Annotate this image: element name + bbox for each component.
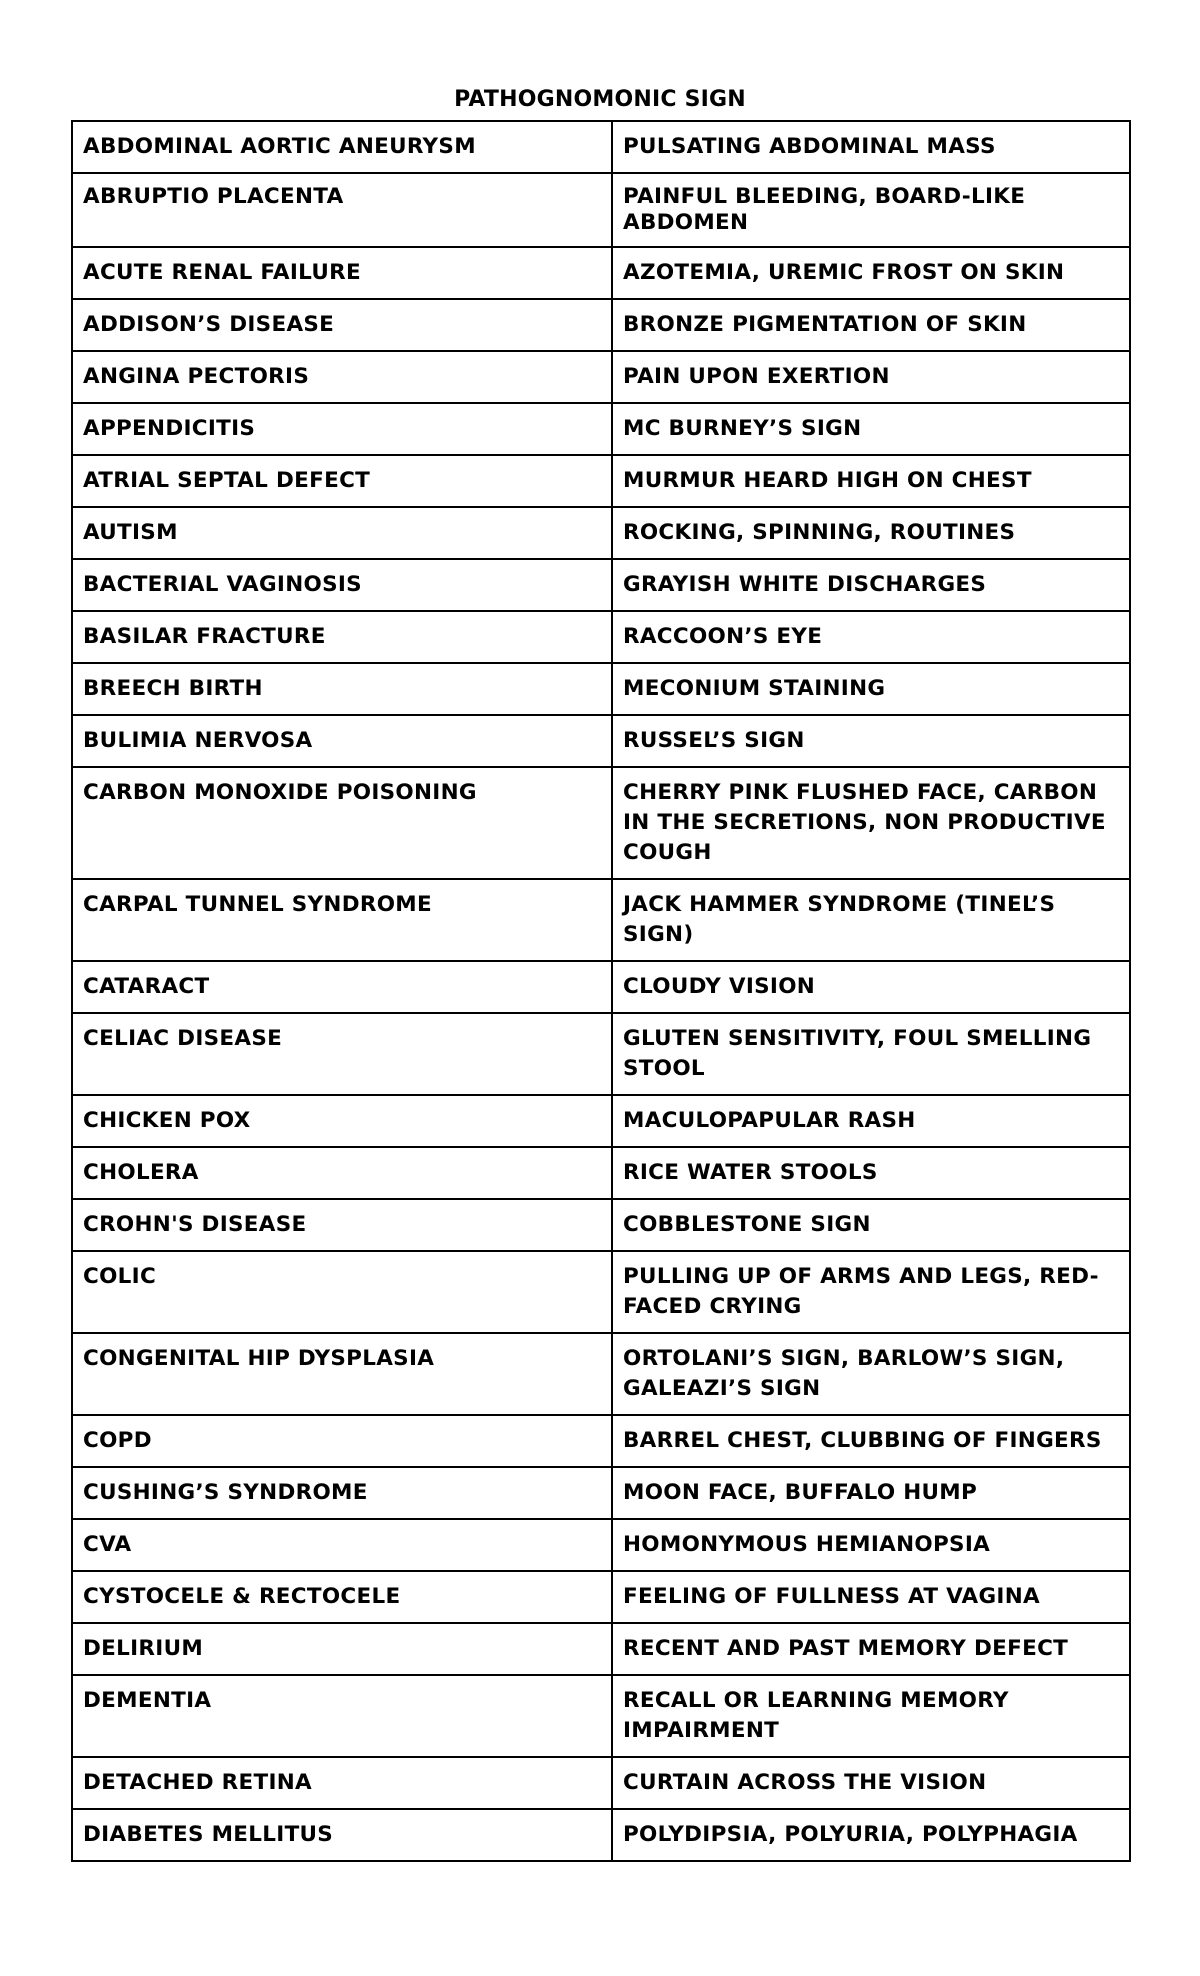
sign-cell: PULLING UP OF ARMS AND LEGS, RED-FACED CRYING [612,1251,1130,1333]
table-row [72,299,1130,351]
sign-cell: ROCKING, SPINNING, ROUTINES [612,507,1130,559]
condition-cell: CHICKEN POX [72,1095,612,1147]
table-row [72,1809,1130,1861]
condition-cell: DEMENTIA [72,1675,612,1757]
condition-cell: BULIMIA NERVOSA [72,715,612,767]
condition-cell: CONGENITAL HIP DYSPLASIA [72,1333,612,1415]
table-row [72,1623,1130,1675]
condition-cell: CELIAC DISEASE [72,1013,612,1095]
table-row [72,663,1130,715]
condition-cell: DIABETES MELLITUS [72,1809,612,1861]
table-row [72,767,1130,879]
sign-cell: RUSSEL’S SIGN [612,715,1130,767]
condition-cell: ANGINA PECTORIS [72,351,612,403]
table-row [72,1147,1130,1199]
condition-cell: CROHN'S DISEASE [72,1199,612,1251]
sign-cell: GRAYISH WHITE DISCHARGES [612,559,1130,611]
sign-cell: MURMUR HEARD HIGH ON CHEST [612,455,1130,507]
sign-cell: MC BURNEY’S SIGN [612,403,1130,455]
condition-cell: DELIRIUM [72,1623,612,1675]
sign-cell: MOON FACE, BUFFALO HUMP [612,1467,1130,1519]
sign-cell: RICE WATER STOOLS [612,1147,1130,1199]
condition-cell: ABRUPTIO PLACENTA [72,173,612,247]
sign-cell: HOMONYMOUS HEMIANOPSIA [612,1519,1130,1571]
table-row [72,121,1130,173]
condition-cell: ACUTE RENAL FAILURE [72,247,612,299]
sign-cell: JACK HAMMER SYNDROME (TINEL’S SIGN) [612,879,1130,961]
sign-cell: ORTOLANI’S SIGN, BARLOW’S SIGN, GALEAZI’S SIGN [612,1333,1130,1415]
sign-cell: CLOUDY VISION [612,961,1130,1013]
sign-cell: RECALL OR LEARNING MEMORY IMPAIRMENT [612,1675,1130,1757]
page-title: PATHOGNOMONIC SIGN [454,87,746,112]
condition-cell: CARBON MONOXIDE POISONING [72,767,612,879]
condition-cell: COPD [72,1415,612,1467]
sign-cell: GLUTEN SENSITIVITY, FOUL SMELLING STOOL [612,1013,1130,1095]
condition-cell: DETACHED RETINA [72,1757,612,1809]
table-row [72,1415,1130,1467]
condition-cell: CHOLERA [72,1147,612,1199]
table-row [72,173,1130,247]
sign-cell: RACCOON’S EYE [612,611,1130,663]
table-row [72,611,1130,663]
table-row [72,1571,1130,1623]
condition-cell: CVA [72,1519,612,1571]
condition-cell: APPENDICITIS [72,403,612,455]
sign-cell: CHERRY PINK FLUSHED FACE, CARBON IN THE SECRETIONS, NON PRODUCTIVE COUGH [612,767,1130,879]
condition-cell: ABDOMINAL AORTIC ANEURYSM [72,121,612,173]
table-row [72,1333,1130,1415]
sign-cell: RECENT AND PAST MEMORY DEFECT [612,1623,1130,1675]
sign-cell: FEELING OF FULLNESS AT VAGINA [612,1571,1130,1623]
condition-cell: CUSHING’S SYNDROME [72,1467,612,1519]
table-row [72,559,1130,611]
sign-cell: BARREL CHEST, CLUBBING OF FINGERS [612,1415,1130,1467]
condition-cell: BACTERIAL VAGINOSIS [72,559,612,611]
condition-cell: BASILAR FRACTURE [72,611,612,663]
condition-cell: CATARACT [72,961,612,1013]
sign-cell: POLYDIPSIA, POLYURIA, POLYPHAGIA [612,1809,1130,1861]
sign-cell: PULSATING ABDOMINAL MASS [612,121,1130,173]
table-row [72,1519,1130,1571]
condition-cell: ATRIAL SEPTAL DEFECT [72,455,612,507]
condition-cell: ADDISON’S DISEASE [72,299,612,351]
table-row [72,1757,1130,1809]
table-row [72,879,1130,961]
table-row [72,961,1130,1013]
table-row [72,1095,1130,1147]
table-row [72,403,1130,455]
table-row [72,1013,1130,1095]
sign-cell: BRONZE PIGMENTATION OF SKIN [612,299,1130,351]
sign-cell: PAIN UPON EXERTION [612,351,1130,403]
sign-cell: AZOTEMIA, UREMIC FROST ON SKIN [612,247,1130,299]
table-row [72,1675,1130,1757]
table-row [72,715,1130,767]
table-row [72,1199,1130,1251]
condition-cell: CARPAL TUNNEL SYNDROME [72,879,612,961]
sign-cell: CURTAIN ACROSS THE VISION [612,1757,1130,1809]
table-row [72,351,1130,403]
sign-cell: MACULOPAPULAR RASH [612,1095,1130,1147]
condition-cell: COLIC [72,1251,612,1333]
pathognomonic-sign-table [71,120,1131,1862]
sign-cell: PAINFUL BLEEDING, BOARD-LIKE ABDOMEN [612,173,1130,247]
table-row [72,455,1130,507]
condition-cell: CYSTOCELE & RECTOCELE [72,1571,612,1623]
sign-cell: COBBLESTONE SIGN [612,1199,1130,1251]
table-row [72,507,1130,559]
table-row [72,247,1130,299]
sign-cell: MECONIUM STAINING [612,663,1130,715]
condition-cell: AUTISM [72,507,612,559]
condition-cell: BREECH BIRTH [72,663,612,715]
table-row [72,1251,1130,1333]
table-row [72,1467,1130,1519]
